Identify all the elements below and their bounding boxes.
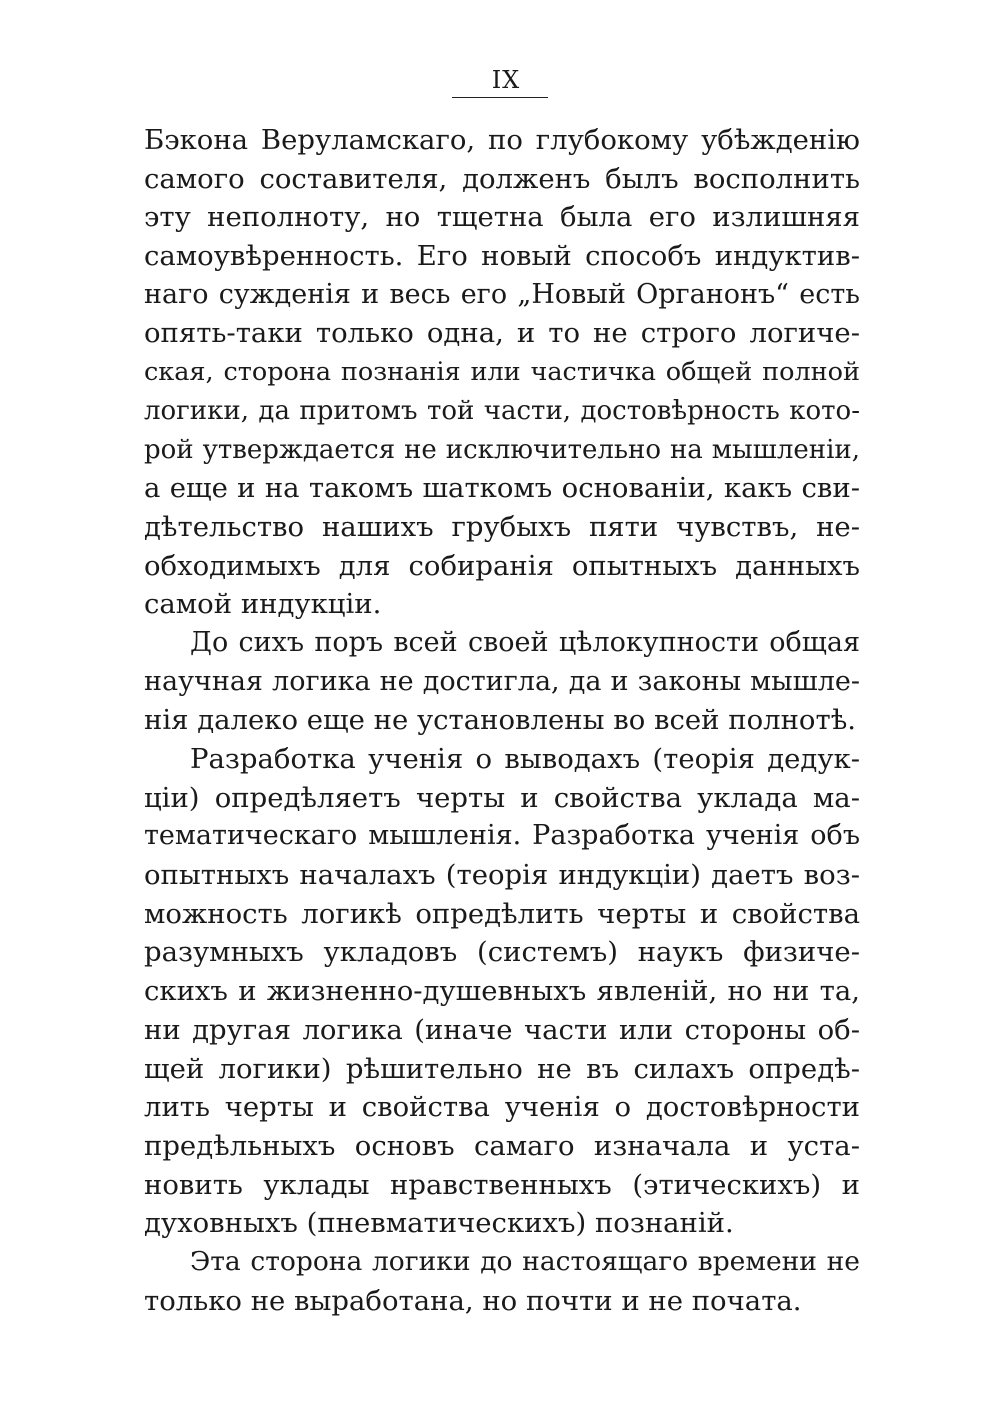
text-line: логики, да притомъ той части, достовѣрность кото- <box>144 395 860 426</box>
text-line: обходимыхъ для собиранія опытныхъ данныхъ <box>144 549 860 582</box>
text-line: опять-таки только одна, и то не строго логиче- <box>144 317 860 350</box>
paragraph <box>144 121 860 624</box>
text-line: тематическаго мышленія. Разработка ученія объ <box>144 820 860 852</box>
text-line: духовныхъ (пневматическихъ) познаній. <box>144 1207 734 1240</box>
text-line: Бэкона Веруламскаго, по глубокому убѣжденію <box>144 124 860 156</box>
text-line: ская, сторона познанія или частичка общей полной <box>144 357 860 388</box>
text-line: предѣльныхъ основъ самаго изначала и уста- <box>144 1129 860 1162</box>
text-line: скихъ и жизненно-душевныхъ явленій, но ни та, <box>144 975 860 1008</box>
text-line: эту неполноту, но тщетна была его излишняя <box>144 201 860 234</box>
text-line: а еще и на такомъ шаткомъ основаніи, какъ сви- <box>144 472 860 505</box>
text-line: можность логикѣ опредѣлить черты и свойства <box>144 897 860 930</box>
text-line: научная логика не достигла, да и законы мышле- <box>144 665 860 697</box>
text-line: самоувѣренность. Его новый способъ индуктив- <box>144 240 860 273</box>
text-line: новить уклады нравственныхъ (этическихъ) и <box>144 1168 860 1201</box>
text-line: дѣтельство нашихъ грубыхъ пяти чувствъ, не- <box>144 510 860 543</box>
text-line: самого составителя, долженъ былъ восполнить <box>144 162 860 195</box>
text-line: нія далеко еще не установлены во всей полнотѣ. <box>144 704 857 737</box>
text-line: лить черты и свойства ученія о достовѣрности <box>144 1091 860 1124</box>
text-line: наго сужденія и весь его „Новый Органонъ“ есть <box>144 278 860 310</box>
text-line: Разработка ученія о выводахъ (теорія дедук- <box>190 743 860 775</box>
text-line: ни другая логика (иначе части или стороны об- <box>144 1013 860 1046</box>
text-line: самой индукціи. <box>144 588 382 621</box>
paragraph <box>144 1243 860 1320</box>
text-line: До сихъ поръ всей своей цѣлокупности общая <box>190 626 860 658</box>
text-line: ціи) опредѣляетъ черты и свойства уклада ма- <box>144 781 860 814</box>
text-line: разумныхъ укладовъ (системъ) наукъ физиче- <box>144 936 860 969</box>
header-rule <box>452 97 548 98</box>
text-line: щей логики) рѣшительно не въ силахъ опредѣ- <box>144 1052 860 1085</box>
text-line: рой утверждается не исключительно на мышленіи, <box>144 434 860 465</box>
page-number: IX <box>491 66 521 94</box>
text-line: Эта сторона логики до настоящаго времени не <box>190 1245 860 1277</box>
body-text <box>144 121 860 1320</box>
text-line: опытныхъ началахъ (теорія индукціи) даетъ воз- <box>144 859 860 892</box>
paragraph <box>144 740 860 1243</box>
paragraph <box>144 624 860 740</box>
text-line: только не выработана, но почти и не почата. <box>144 1284 802 1317</box>
